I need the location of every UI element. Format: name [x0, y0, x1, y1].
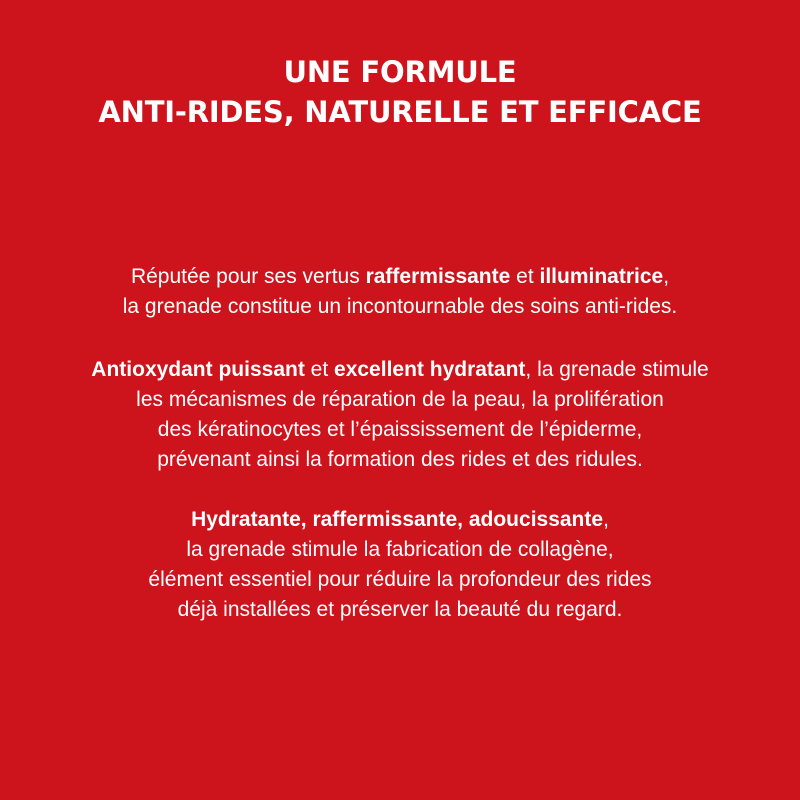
text-segment: ,: [603, 508, 609, 531]
title-line-1: UNE FORMULE: [283, 55, 517, 89]
text-segment: Réputée pour ses vertus: [130, 265, 366, 288]
paragraph-hydrating-line-2: la grenade stimule la fabrication de collagène,: [186, 538, 614, 561]
paragraph-hydrating-line-1: [0, 505, 800, 535]
paragraph-antioxidant-line-2: les mécanismes de réparation de la peau, la prolifération: [136, 388, 664, 411]
bold-text-segment: Antioxydant puissant: [91, 358, 305, 381]
page-title: [0, 52, 800, 132]
text-segment: , la grenade stimule: [525, 358, 709, 381]
paragraph-intro-line-1: [0, 262, 800, 292]
paragraph-antioxidant-line-1: [0, 355, 800, 385]
paragraph-antioxidant-line-3: des kératinocytes et l’épaississement de l’épiderme,: [157, 418, 643, 441]
bold-text-segment: Hydratante, raffermissante, adoucissante: [191, 508, 604, 531]
bold-text-segment: raffermissante: [365, 265, 511, 288]
text-segment: et: [304, 358, 335, 381]
paragraph-hydrating-line-3: élément essentiel pour réduire la profondeur des rides: [148, 568, 652, 591]
text-segment: ,: [663, 265, 670, 288]
text-segment: et: [510, 265, 540, 288]
paragraph-intro: [0, 262, 800, 322]
bold-text-segment: excellent hydratant: [334, 358, 526, 381]
paragraph-antioxidant-line-4: prévenant ainsi la formation des rides et des ridules.: [157, 448, 643, 471]
paragraph-hydrating: [0, 505, 800, 625]
bold-text-segment: illuminatrice: [539, 265, 664, 288]
paragraph-intro-line-2: la grenade constitue un incontournable des soins anti-rides.: [122, 295, 678, 318]
paragraph-antioxidant: [0, 355, 800, 475]
title-line-2: ANTI-RIDES, NATURELLE ET EFFICACE: [98, 95, 702, 129]
paragraph-hydrating-line-4: déjà installées et préserver la beauté du regard.: [177, 598, 623, 621]
